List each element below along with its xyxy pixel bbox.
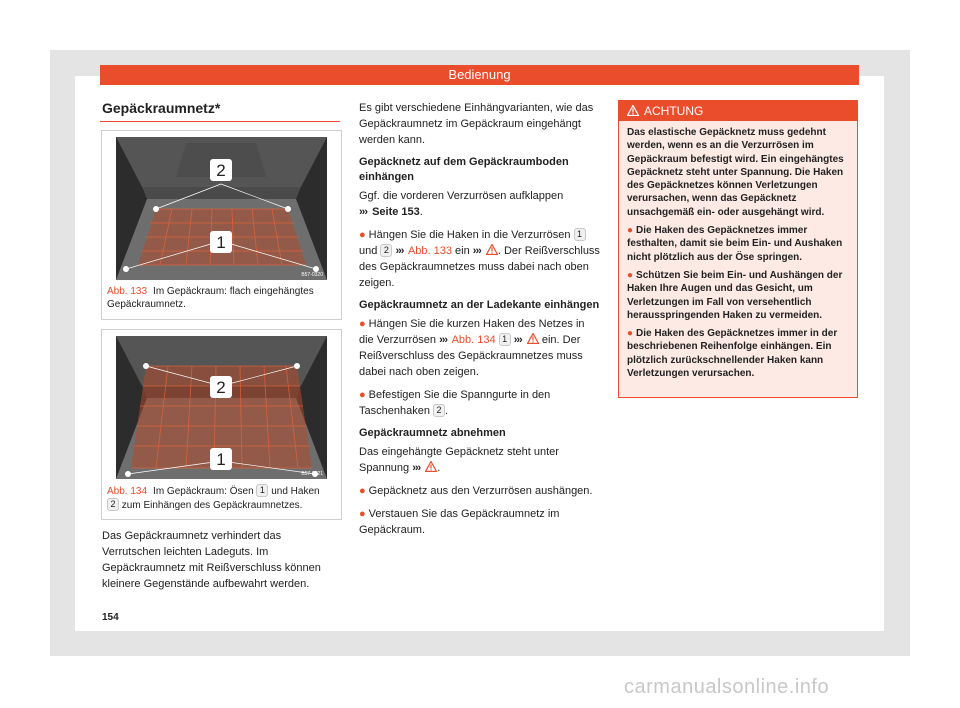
warning-triangle-icon xyxy=(627,105,639,116)
figure-code: B57-0321 xyxy=(301,471,323,477)
warning-header xyxy=(619,101,857,121)
bullet-text: Die Haken des Gepäcknetzes immer festhalten, damit sie beim Ein- und Aushaken nicht plötzlich aus der Öse springen. xyxy=(627,225,843,263)
intro-paragraph: Das Gepäckraumnetz verhindert das Verrutschen leichten Ladeguts. Im Gepäckraumnetz mit Reißverschluss können kleinere Gegenstände aufbewahrt werden. xyxy=(102,530,321,590)
bullet-icon: ● xyxy=(627,328,634,340)
number-badge: 2 xyxy=(433,404,445,417)
subheading: Gepäckraumnetz abnehmen xyxy=(359,427,506,439)
warning-body xyxy=(619,121,857,380)
paragraph: Ggf. die vorderen Verzurrösen aufklappen ››› Seite 153. xyxy=(359,190,564,218)
warning-bullet xyxy=(627,269,851,322)
watermark: carmanualsonline.info xyxy=(624,676,830,698)
bullet-text: Hängen Sie die kurzen Haken des Netzes in die Verzurrösen xyxy=(359,318,585,346)
number-badge: 1 xyxy=(256,484,268,497)
arrow-icon: ››› xyxy=(513,334,522,346)
bullet-icon: ● xyxy=(627,225,634,237)
bullet-icon: ● xyxy=(359,318,366,330)
figure-134 xyxy=(101,329,342,520)
bullet-text: Die Haken des Gepäcknetzes immer in der beschriebenen Reihenfolge einhängen. Ein plötzlich zurückschnellender Haken kann Verletzungen verursachen. xyxy=(627,328,838,380)
warning-box xyxy=(618,100,858,398)
bullet-icon: ● xyxy=(359,389,366,401)
caption-text: Im Gepäckraum: flach eingehängtes Gepäckraumnetz. xyxy=(107,286,314,310)
chapter-header: Bedienung xyxy=(100,65,859,85)
figure-caption xyxy=(107,484,335,512)
instructions-column xyxy=(359,100,601,545)
figure-code: B57-0320 xyxy=(301,272,323,278)
number-badge: 1 xyxy=(499,333,511,346)
bullet-icon: ● xyxy=(627,269,634,281)
bullet-item: ● Befestigen Sie die Spanngurte in den Taschenhaken 2 . xyxy=(359,389,551,417)
arrow-icon: ››› xyxy=(395,245,404,257)
warning-bullet xyxy=(627,327,851,380)
arrow-icon: ››› xyxy=(439,334,448,346)
svg-text:1: 1 xyxy=(216,450,226,469)
number-badge: 2 xyxy=(107,498,119,511)
paragraph-text: Ggf. die vorderen Verzurrösen aufklappen xyxy=(359,190,564,202)
number-badge: 2 xyxy=(380,244,392,257)
bullet-text: ein xyxy=(455,245,470,257)
svg-text:1: 1 xyxy=(216,233,226,252)
bullet-text: Hängen Sie die Haken in die Verzurrösen xyxy=(368,229,571,241)
bullet-text: . Der Reißverschluss des Gepäckraumnetzes muss dabei nach oben zeigen. xyxy=(359,245,600,289)
figure-133 xyxy=(101,130,342,320)
caption-text: und Haken xyxy=(271,486,320,497)
paragraph: Es gibt verschiedene Einhängvarianten, wie das Gepäckraumnetz im Gepäckraum eingehängt werden kann. xyxy=(359,102,594,146)
bullet-item xyxy=(359,506,601,538)
number-badge: 1 xyxy=(574,228,586,241)
bullet-text: Gepäcknetz aus den Verzurrösen aushängen. xyxy=(368,485,593,497)
trunk-net-flat-image xyxy=(116,137,327,280)
warning-bullet xyxy=(627,224,851,264)
page-link[interactable]: Seite 153 xyxy=(372,206,420,218)
bullet-text: Schützen Sie beim Ein- und Aushängen der Haken Ihre Augen und das Gesicht, um Verletzungen im Fall von versehentlich herausspringenden Haken zu vermeiden. xyxy=(627,269,843,321)
section-title: Gepäckraumnetz* xyxy=(102,100,221,116)
page-number: 154 xyxy=(102,612,119,623)
paragraph-text: Das eingehängte Gepäcknetz steht unter Spannung xyxy=(359,446,559,474)
svg-text:2: 2 xyxy=(216,161,226,180)
warning-paragraph: Das elastische Gepäcknetz muss gedehnt werden, wenn es an die Verzurrösen im Gepäckraum befestigt wird. Ein eingehängtes Gepäcknetz steht unter Spannung. Die Haken des Gepäcknetzes können Verletzungen verursachen, wenn das Gepäcknetz unsachgemäß ein- oder ausgehängt wird. xyxy=(627,127,844,218)
svg-text:2: 2 xyxy=(216,378,226,397)
caption-text: Im Gepäckraum: Ösen xyxy=(153,486,254,497)
bullet-item xyxy=(359,227,601,291)
paragraph: Das eingehängte Gepäcknetz steht unter Spannung ››› . xyxy=(359,446,559,474)
figure-link[interactable]: Abb. 133 xyxy=(407,245,452,257)
bullet-icon: ● xyxy=(359,508,366,520)
bullet-text: ein. Der Reißverschluss des Gepäckraumnetzes muss dabei nach oben zeigen. xyxy=(359,334,583,378)
subheading: Gepäcknetz auf dem Gepäckraumboden einhängen xyxy=(359,156,569,183)
warning-title: ACHTUNG xyxy=(644,104,704,118)
figure-label: Abb. 133 xyxy=(107,286,148,297)
bullet-item xyxy=(359,316,601,380)
warning-triangle-icon[interactable] xyxy=(486,244,498,255)
bullet-text: Verstauen Sie das Gepäckraumnetz im Gepäckraum. xyxy=(359,508,560,536)
bullet-icon: ● xyxy=(359,229,366,241)
arrow-icon: ››› xyxy=(359,206,367,218)
subheading: Gepäckraumnetz an der Ladekante einhängen xyxy=(359,299,600,311)
caption-text: zum Einhängen des Gepäckraumnetzes. xyxy=(121,500,303,511)
warning-triangle-icon[interactable] xyxy=(527,333,539,344)
figure-link[interactable]: Abb. 134 xyxy=(451,334,496,346)
bullet-item xyxy=(359,483,601,499)
trunk-net-edge-image xyxy=(116,336,327,479)
warning-triangle-icon[interactable] xyxy=(425,461,437,472)
bullet-text: Befestigen Sie die Spanngurte in den Taschenhaken xyxy=(359,389,551,417)
arrow-icon: ››› xyxy=(412,462,421,474)
arrow-icon: ››› xyxy=(472,245,481,257)
bullet-icon: ● xyxy=(359,485,366,497)
title-underline xyxy=(100,121,340,122)
figure-caption xyxy=(107,285,335,311)
bullet-text: und xyxy=(359,245,378,257)
figure-label: Abb. 134 xyxy=(107,486,148,497)
